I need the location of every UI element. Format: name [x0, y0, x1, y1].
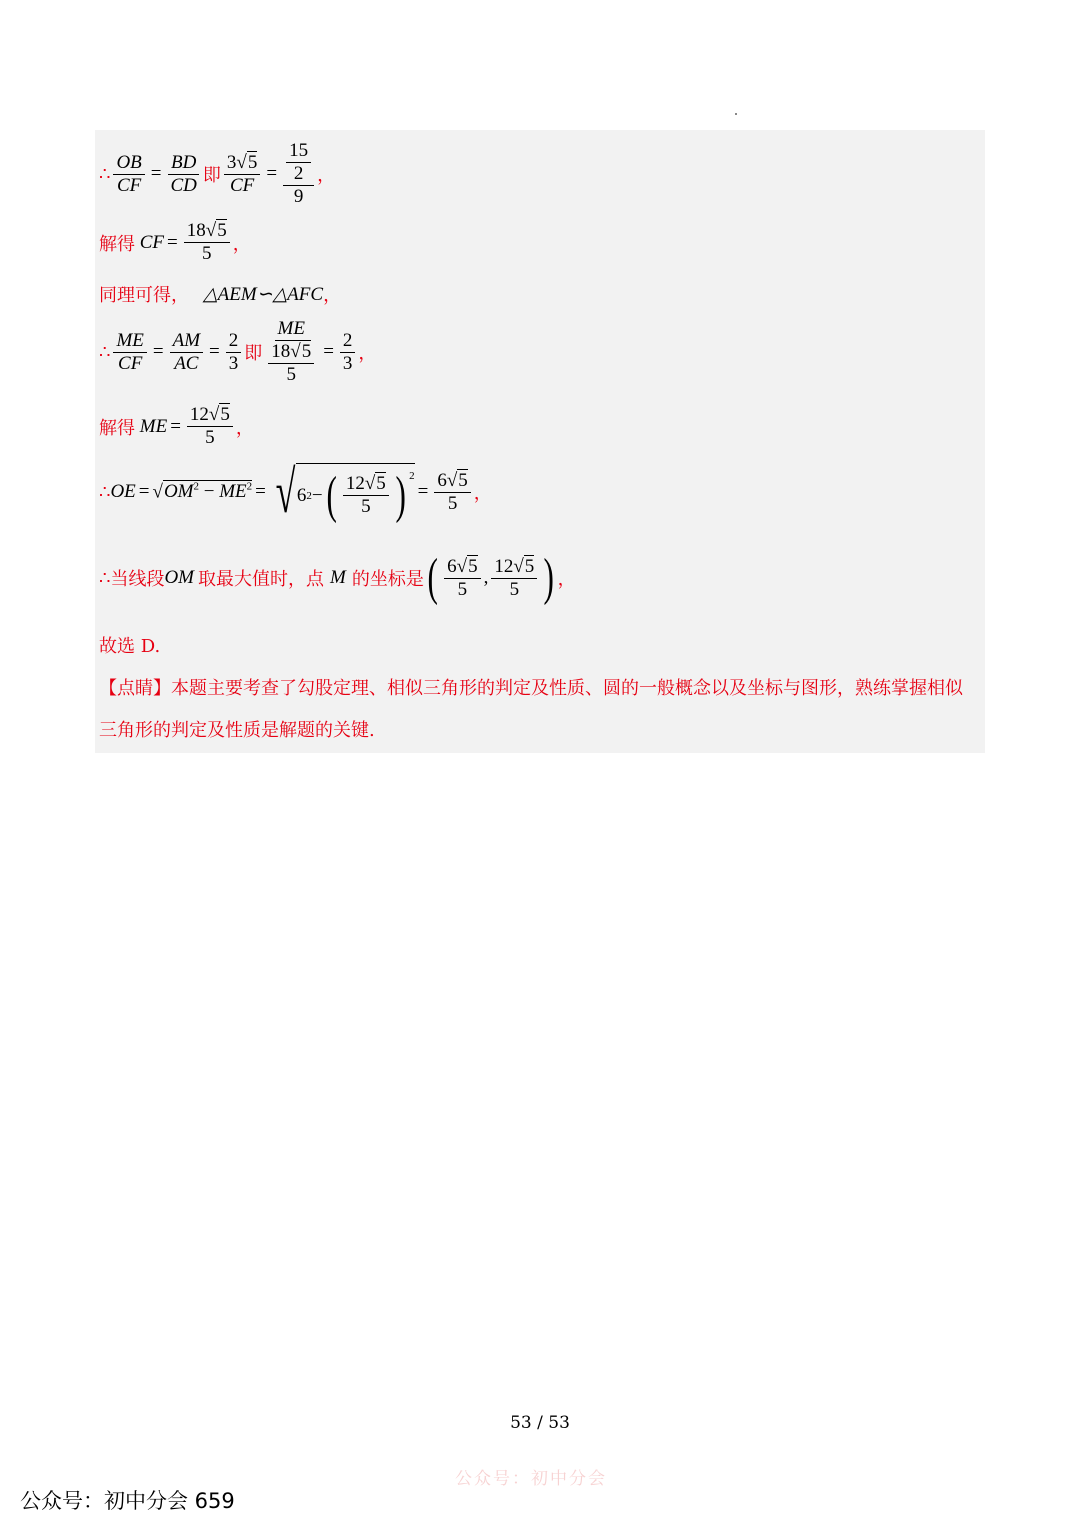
comment-paragraph — [99, 668, 979, 752]
solution-line-3: 同理可得， △AEM∽△AFC ， — [99, 283, 342, 306]
comment-text: 本题主要考查了勾股定理、相似三角形的判定及性质、圆的一般概念以及坐标与图形，熟练掌握相似三角形的判定及性质是解题的关键. — [99, 678, 963, 741]
solution-line-5: 解得 ME = $\frac{12√5}{5}$ ， — [99, 404, 254, 448]
solution-line-1: ∴ $\frac{OB}{CF}$ = $\frac{BD}{CD}$ 即 $\frac{3√5}{CF}$ = $\frac{\frac{15}{2}}{9}$ ， — [99, 140, 336, 207]
watermark-left: 公众号：初中分会 659 — [20, 1489, 235, 1513]
comment-label: 【点睛】 — [99, 678, 171, 699]
ji-word: 即 — [202, 165, 221, 186]
page-number: 53 / 53 — [510, 1413, 570, 1433]
watermark-center: 公众号：初中分会 — [455, 1469, 607, 1489]
solution-line-7: ∴ 当线段 OM 取最大值时，点 M 的坐标是 ( $\frac{6√5}{5}$ , $\frac{12√5}{5}$ ) ， — [99, 549, 576, 606]
answer-line: 故选 D. — [99, 636, 161, 657]
solution-line-6: ∴ OE = $√OM^2 - ME^2$ = √ 6 2 − ( $\frac{12√5}{5}$ ) $^2$ = $\frac{6√5}{5}$ ， — [99, 459, 492, 525]
stray-dot — [735, 113, 737, 115]
solution-line-2: 解得 CF = $\frac{18√5}{5}$ ， — [99, 220, 251, 264]
solution-line-4: ∴ $\frac{ME}{CF}$ = $\frac{AM}{AC}$ = $\frac{2}{3}$ 即 $\frac{ME}{\frac{18√5}{5}}$ = $\frac{2}{3}$ ， — [99, 318, 377, 385]
